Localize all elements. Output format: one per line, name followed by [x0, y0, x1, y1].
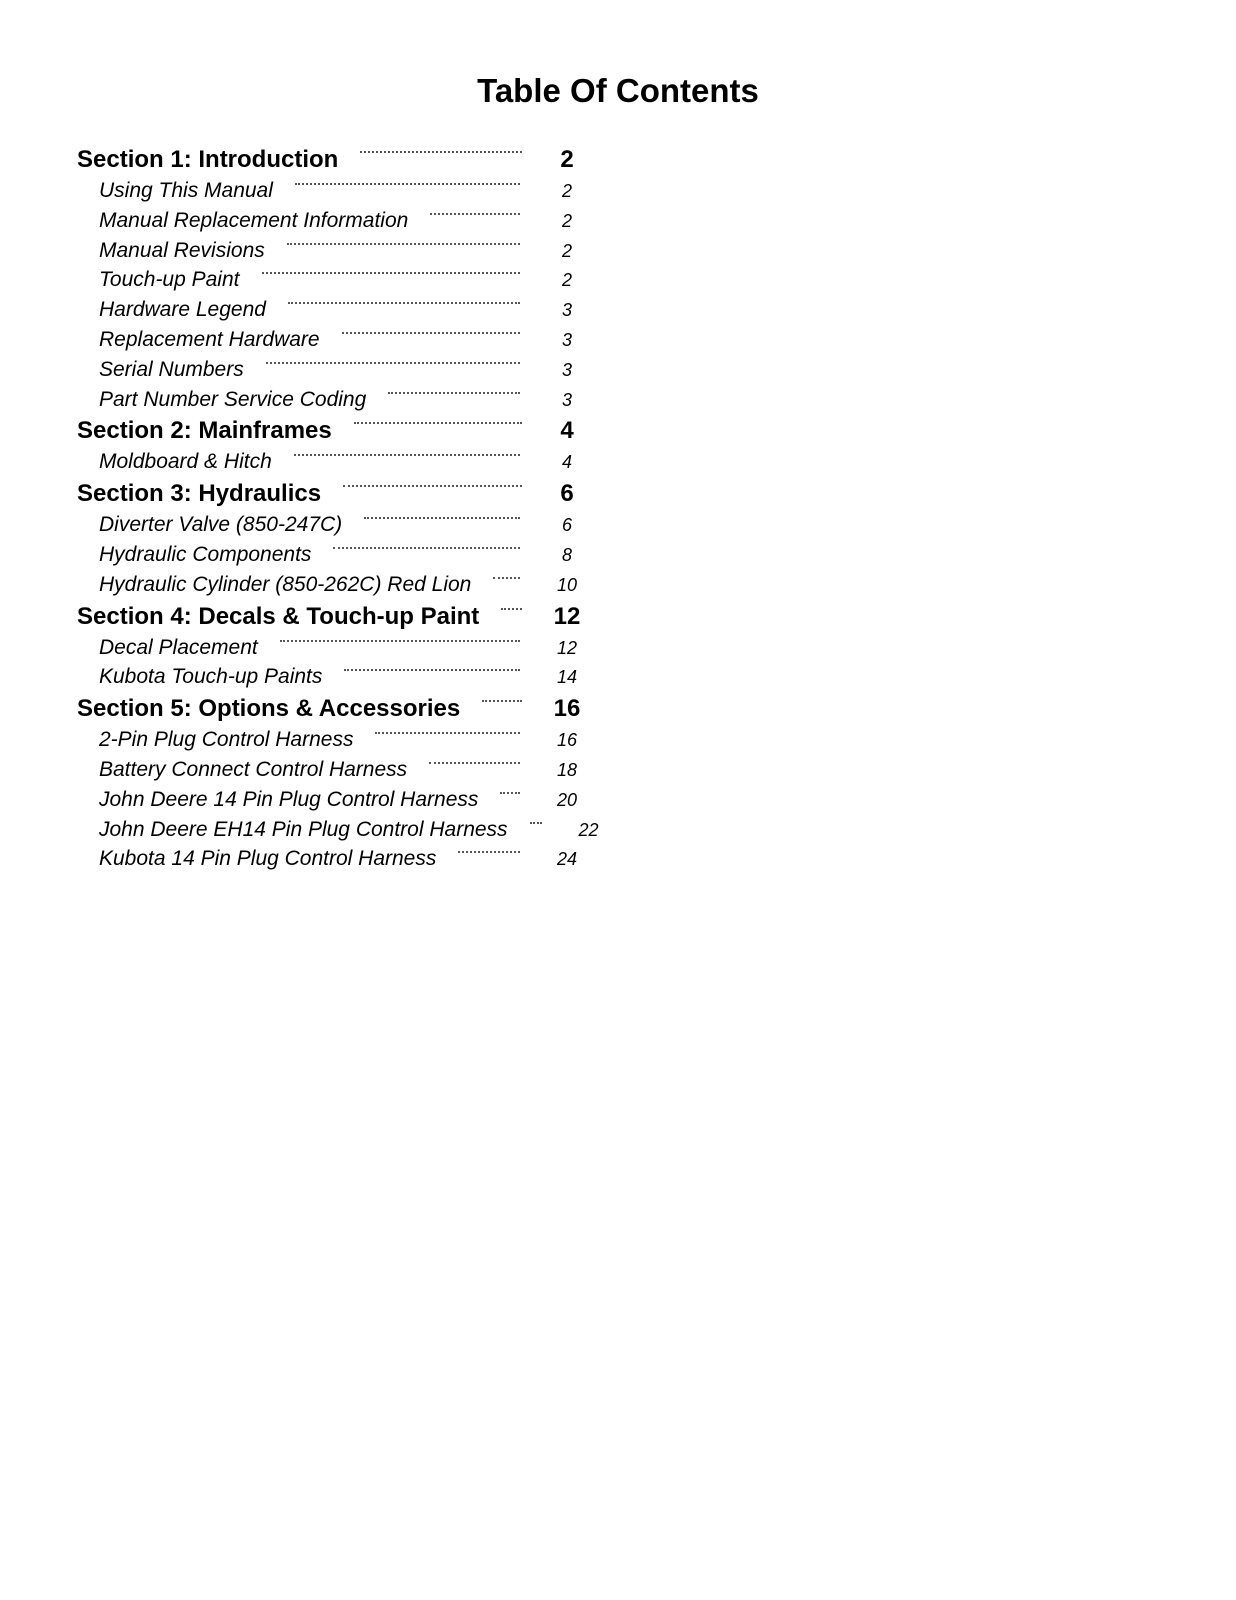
- toc-section-entry[interactable]: [77, 695, 582, 728]
- toc-page-number: 12: [556, 637, 578, 658]
- dot-leader: [388, 392, 520, 394]
- dot-leader: [344, 669, 520, 671]
- toc-entry[interactable]: [77, 728, 582, 758]
- toc-entry-title: Serial Numbers: [99, 357, 244, 381]
- dot-leader: [288, 302, 520, 304]
- dot-leader: [482, 700, 522, 702]
- toc-entry-title: Moldboard & Hitch: [99, 450, 272, 474]
- toc-section-title: Section 3: Hydraulics: [77, 480, 322, 508]
- toc-entry[interactable]: [77, 817, 599, 848]
- dot-leader: [343, 485, 522, 487]
- toc-section-entry[interactable]: [77, 603, 582, 636]
- dot-leader: [295, 183, 520, 185]
- toc-entry[interactable]: [77, 543, 582, 573]
- toc-page-number: 4: [561, 452, 572, 473]
- dot-leader: [430, 213, 520, 215]
- toc-entry-title: Using This Manual: [99, 179, 273, 202]
- toc-page-number: 3: [561, 389, 572, 410]
- toc-entry-title: Manual Replacement Information: [99, 208, 409, 232]
- dot-leader: [375, 732, 520, 734]
- dot-leader: [458, 851, 520, 853]
- toc-page-number: 22: [578, 819, 599, 840]
- toc-page-number: 24: [556, 849, 578, 870]
- toc-entry[interactable]: [77, 665, 582, 695]
- table-of-contents: [77, 146, 599, 877]
- toc-entry[interactable]: [77, 268, 582, 298]
- toc-page-number: 6: [561, 515, 572, 536]
- toc-entry-title: John Deere EH14 Pin Plug Control Harness: [99, 817, 508, 841]
- toc-section-title: Section 5: Options & Accessories: [77, 695, 461, 723]
- dot-leader: [360, 151, 522, 153]
- toc-section-entry[interactable]: [77, 146, 582, 179]
- toc-section-title: Section 4: Decals & Touch-up Paint: [77, 602, 480, 630]
- toc-entry[interactable]: [77, 388, 582, 418]
- toc-entry[interactable]: [77, 847, 582, 877]
- toc-entry[interactable]: [77, 298, 582, 328]
- toc-entry-title: Hardware Legend: [99, 298, 266, 322]
- toc-section-title: Section 1: Introduction: [77, 146, 339, 173]
- toc-entry[interactable]: [77, 328, 582, 358]
- toc-entry[interactable]: [77, 239, 582, 269]
- toc-entry[interactable]: [77, 513, 582, 543]
- toc-page-number: 4: [560, 417, 574, 445]
- dot-leader: [354, 422, 522, 424]
- toc-entry[interactable]: [77, 788, 582, 818]
- toc-page-number: 6: [560, 480, 574, 508]
- toc-page-number: 16: [553, 695, 581, 723]
- toc-page-number: 20: [556, 789, 578, 810]
- toc-entry-title: Replacement Hardware: [99, 327, 320, 351]
- dot-leader: [530, 822, 542, 824]
- toc-entry-title: 2-Pin Plug Control Harness: [99, 728, 354, 752]
- toc-entry[interactable]: [77, 179, 582, 209]
- dot-leader: [266, 362, 520, 364]
- dot-leader: [287, 243, 520, 245]
- dot-leader: [501, 608, 522, 610]
- toc-entry[interactable]: [77, 573, 582, 603]
- dot-leader: [493, 577, 520, 579]
- toc-page-number: 2: [561, 181, 572, 201]
- toc-page-number: 3: [561, 359, 572, 380]
- toc-entry-title: Kubota 14 Pin Plug Control Harness: [99, 847, 437, 871]
- dot-leader: [262, 272, 521, 274]
- toc-entry-title: Hydraulic Components: [99, 542, 312, 566]
- dot-leader: [342, 332, 520, 334]
- page-title: Table Of Contents: [477, 72, 759, 109]
- dot-leader: [280, 640, 520, 642]
- toc-section-entry[interactable]: [77, 417, 582, 450]
- toc-entry-title: Battery Connect Control Harness: [99, 757, 408, 781]
- toc-entry[interactable]: [77, 209, 582, 239]
- toc-entry-title: Part Number Service Coding: [99, 387, 367, 411]
- toc-entry-title: John Deere 14 Pin Plug Control Harness: [99, 787, 479, 811]
- toc-page-number: 2: [561, 240, 572, 261]
- toc-entry-title: Diverter Valve (850-247C): [99, 513, 343, 537]
- toc-page-number: 10: [556, 574, 578, 595]
- toc-page-number: 18: [556, 759, 578, 780]
- toc-entry-title: Manual Revisions: [99, 238, 265, 262]
- toc-entry[interactable]: [77, 450, 582, 480]
- dot-leader: [333, 547, 520, 549]
- toc-entry-title: Touch-up Paint: [99, 268, 240, 292]
- dot-leader: [294, 454, 520, 456]
- toc-entry[interactable]: [77, 358, 582, 388]
- toc-entry-title: Hydraulic Cylinder (850-262C) Red Lion: [99, 572, 472, 596]
- toc-section-title: Section 2: Mainframes: [77, 417, 332, 445]
- toc-entry-title: Kubota Touch-up Paints: [99, 665, 323, 689]
- toc-page-number: 2: [561, 210, 572, 231]
- toc-page-number: 3: [561, 329, 572, 350]
- toc-page-number: 14: [556, 667, 578, 688]
- toc-page-number: 2: [560, 146, 574, 173]
- toc-page-number: 3: [561, 300, 572, 321]
- toc-page-number: 8: [561, 544, 572, 565]
- toc-entry[interactable]: [77, 636, 582, 666]
- toc-page-number: 12: [553, 602, 581, 630]
- dot-leader: [429, 762, 520, 764]
- dot-leader: [500, 792, 520, 794]
- dot-leader: [364, 517, 520, 519]
- toc-page-number: 2: [561, 270, 572, 291]
- toc-entry-title: Decal Placement: [99, 635, 258, 659]
- toc-section-entry[interactable]: [77, 480, 582, 513]
- toc-entry[interactable]: [77, 758, 582, 788]
- toc-page-number: 16: [556, 730, 578, 751]
